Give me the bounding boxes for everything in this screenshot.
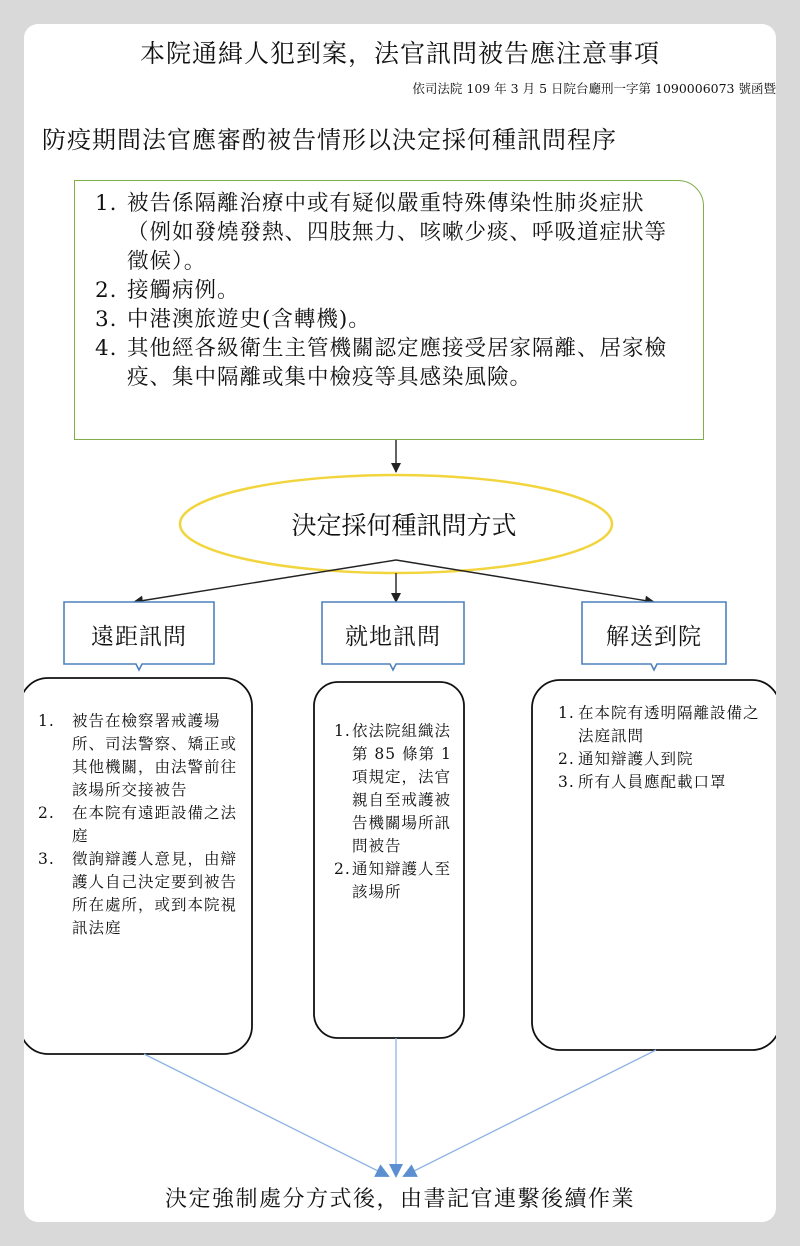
- arrow-court-to-footer: [404, 1050, 656, 1176]
- condition-item: 3. 中港澳旅遊史(含轉機)。: [95, 307, 371, 332]
- condition-item: 2. 接觸病例。: [95, 278, 240, 303]
- reference-note: 依司法院 109 年 3 月 5 日院台廳刑一字第 1090006073 號函暨: [412, 81, 776, 96]
- list-item: 3. 徵詢辯護人意見，由辯護人自己決定要到被告所在處所，或到本院視訊法庭: [38, 850, 238, 937]
- onsite-details-list: [334, 720, 456, 904]
- subtitle: 防疫期間法官應審酌被告情形以決定採何種訊問程序: [42, 126, 617, 154]
- list-item: 2. 在本院有遠距設備之法庭: [38, 804, 238, 845]
- list-item: 2. 通知辯護人至該場所: [334, 860, 452, 901]
- footer-note: 決定強制處分方式後，由書記官連繫後續作業: [164, 1187, 635, 1212]
- court-details-list: [558, 702, 768, 794]
- flowchart-page: [24, 24, 776, 1222]
- list-item: 2. 通知辯護人到院: [558, 750, 694, 768]
- conditions-list: [75, 181, 703, 392]
- conditions-box: [74, 180, 704, 440]
- method-label-remote: 遠距訊問: [91, 624, 187, 650]
- arrow-to-remote: [134, 560, 396, 602]
- page-title: 本院通緝人犯到案，法官訊問被告應注意事項: [139, 39, 660, 68]
- condition-item: 1. 被告係隔離治療中或有疑似嚴重特殊傳染性肺炎症狀（例如發燒發熱、四肢無力、咳嗽少痰、呼吸道症狀等徵候）。: [95, 191, 668, 274]
- list-item: 1. 被告在檢察署戒護場所、司法警察、矯正或其他機關，由法警前往該場所交接被告: [38, 712, 238, 799]
- method-label-onsite: 就地訊問: [345, 624, 441, 650]
- method-label-court: 解送到院: [606, 624, 702, 650]
- decision-label: 決定採何種訊問方式: [291, 511, 517, 540]
- arrow-to-court: [396, 560, 654, 602]
- arrow-remote-to-footer: [144, 1054, 388, 1176]
- remote-details-list: [38, 710, 244, 940]
- list-item: 3. 所有人員應配載口罩: [558, 773, 727, 791]
- condition-item: 4. 其他經各級衛生主管機關認定應接受居家隔離、居家檢疫、集中隔離或集中檢疫等具感染風險。: [95, 336, 668, 390]
- list-item: 1. 在本院有透明隔離設備之法庭訊問: [558, 704, 760, 745]
- list-item: 1. 依法院組織法第 85 條第 1 項規定，法官親自至戒護被告機關場所訊問被告: [334, 722, 452, 855]
